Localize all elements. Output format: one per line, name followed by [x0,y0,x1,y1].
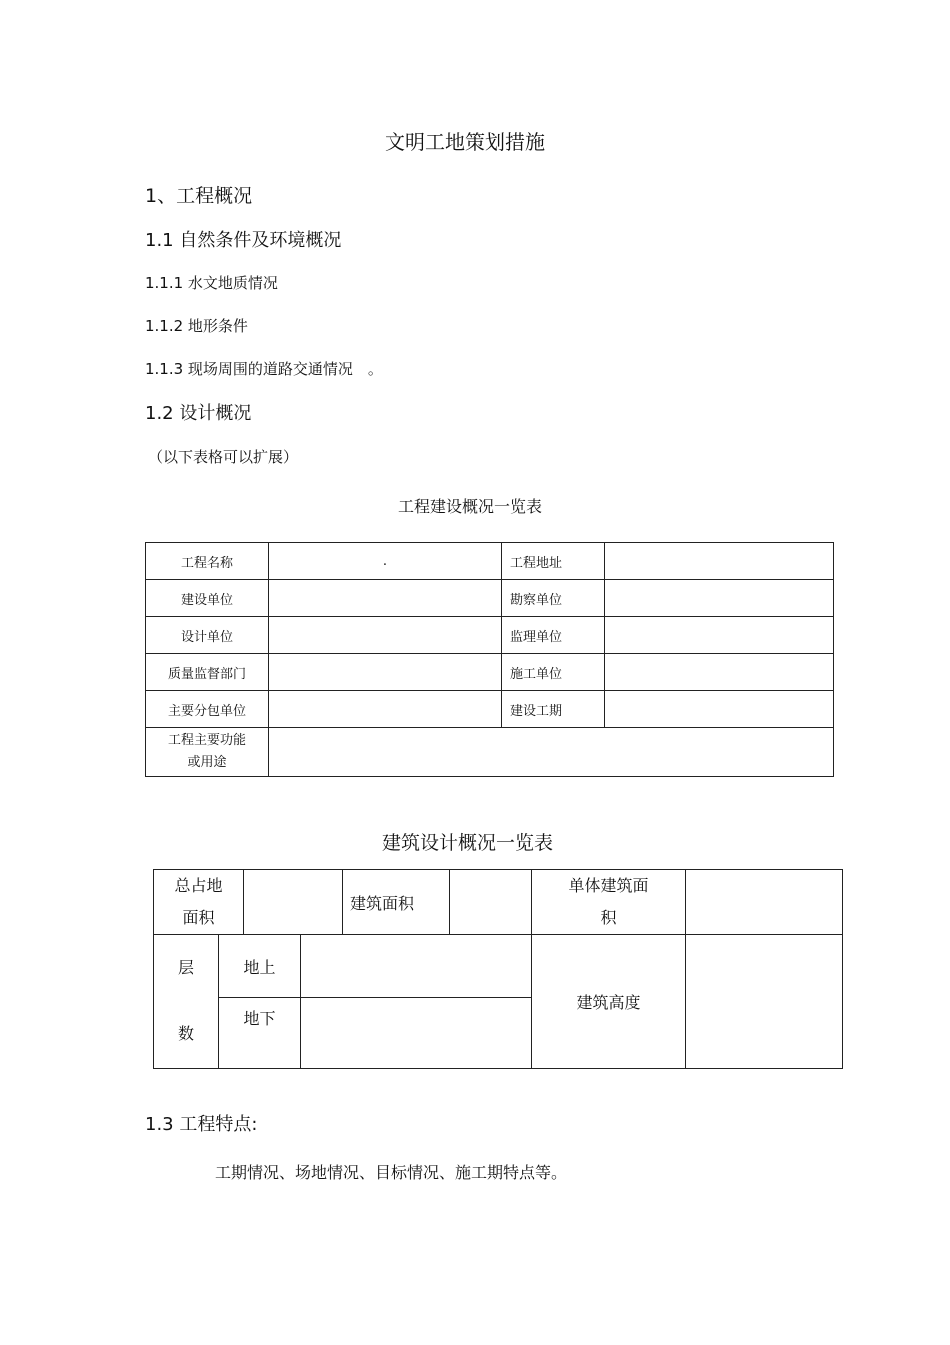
floors-label-top: 层 [154,935,219,998]
builder-unit-value [605,654,834,691]
above-ground-value [301,935,532,998]
survey-unit-label: 勘察单位 [502,580,605,617]
single-area-line2: 积 [600,908,617,927]
table-row [146,543,834,580]
supervision-unit-label: 监理单位 [502,617,605,654]
project-address-value [605,543,834,580]
building-height-label: 建筑高度 [532,935,686,1069]
table2-caption: 建筑设计概况一览表 [381,832,553,854]
table-row [154,870,843,935]
section-1-3-heading: 1.3 工程特点: [145,1114,258,1135]
building-height-value [686,935,843,1069]
project-name-value: . [269,543,502,580]
page-title: 文明工地策划措施 [385,130,545,154]
table-row [146,580,834,617]
table-note: （以下表格可以扩展） [148,448,299,466]
project-name-label: 工程名称 [146,543,269,580]
quality-dept-label: 质量监督部门 [146,654,269,691]
building-area-label: 建筑面积 [343,870,450,935]
section-1-1-3-heading: 1.1.3 现场周围的道路交通情况 。 [145,360,383,378]
table-row [146,617,834,654]
project-address-label: 工程地址 [502,543,605,580]
function-label-line2: 或用途 [187,755,227,770]
single-area-line1: 单体建筑面 [568,876,649,895]
supervision-unit-value [605,617,834,654]
section-1-1-2-heading: 1.1.2 地形条件 [145,317,248,335]
table-row [146,654,834,691]
total-land-area-label [154,870,244,935]
table1-caption: 工程建设概况一览表 [397,497,542,516]
survey-unit-value [605,580,834,617]
construction-unit-label: 建设单位 [146,580,269,617]
building-area-value [450,870,532,935]
function-label [146,728,269,777]
above-ground-label: 地上 [219,935,301,998]
single-building-area-value [686,870,843,935]
subcontractor-label: 主要分包单位 [146,691,269,728]
table-row [146,691,834,728]
table-row [154,935,843,998]
construction-unit-value [269,580,502,617]
project-overview-table [145,542,834,777]
section-1-1-1-heading: 1.1.1 水文地质情况 [145,274,278,292]
section-1-3-text: 工期情况、场地情况、目标情况、施工期特点等。 [215,1163,568,1182]
section-1-heading: 1、工程概况 [145,185,253,207]
design-unit-value [269,617,502,654]
function-label-line1: 工程主要功能 [167,733,246,748]
construction-period-label: 建设工期 [502,691,605,728]
total-land-area-line1: 总占地 [174,876,223,895]
table-row [146,728,834,777]
total-land-area-value [244,870,343,935]
single-building-area-label [532,870,686,935]
subcontractor-value [269,691,502,728]
building-design-table [153,869,843,1069]
design-unit-label: 设计单位 [146,617,269,654]
below-ground-value [301,998,532,1069]
construction-period-value [605,691,834,728]
function-value [269,728,834,777]
floors-label-bottom: 数 [154,998,219,1069]
below-ground-label: 地下 [219,998,301,1069]
quality-dept-value [269,654,502,691]
section-1-2-heading: 1.2 设计概况 [145,403,252,424]
total-land-area-line2: 面积 [182,908,215,927]
section-1-1-heading: 1.1 自然条件及环境概况 [145,230,342,251]
builder-unit-label: 施工单位 [502,654,605,691]
